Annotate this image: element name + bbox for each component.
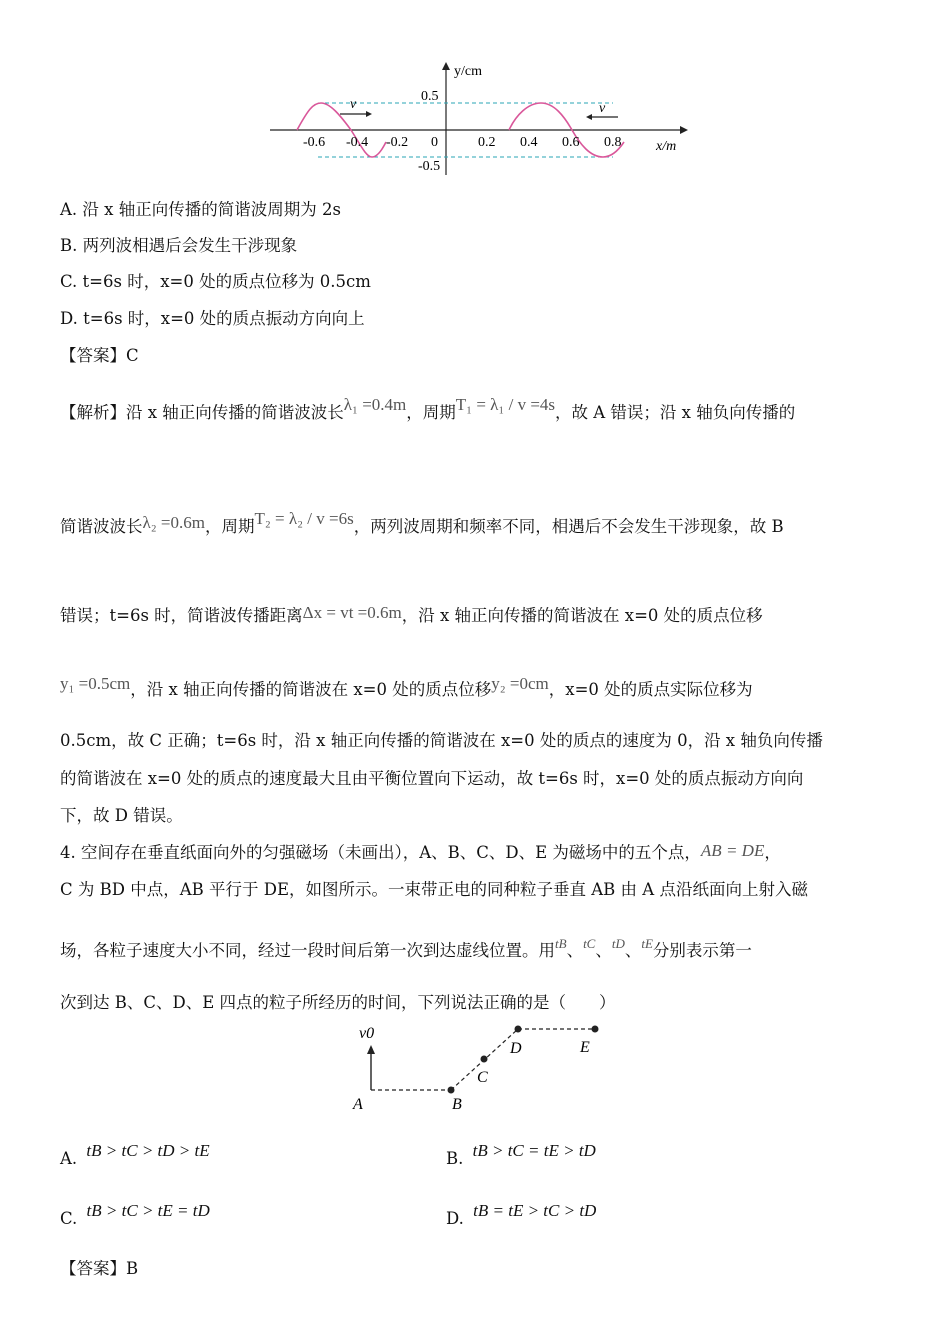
q3-explanation-line5: 0.5cm，故 C 正确；t=6s 时，沿 x 轴正向传播的简谐波在 x=0 处的质点的速度为 0，沿 x 轴负向传播 bbox=[60, 731, 823, 750]
v0-arrow-head-icon bbox=[367, 1045, 375, 1054]
exp-text: ，沿 x 轴正向传播的简谐波在 x=0 处的质点位移 bbox=[401, 606, 763, 625]
exp-text: ，两列波周期和频率不同，相遇后不会发生干涉现象，故 B bbox=[353, 517, 784, 536]
y2-formula: y₂ =0cm bbox=[491, 674, 549, 693]
x-tick: -0.6 bbox=[303, 135, 326, 150]
q3-answer: 【答案】C bbox=[60, 346, 139, 365]
y-tick-bottom: -0.5 bbox=[418, 159, 441, 174]
option-formula: tB > tC > tD > tE bbox=[86, 1141, 210, 1160]
q4-option-d bbox=[446, 1200, 597, 1228]
label-e: E bbox=[580, 1039, 590, 1056]
time-td: tD bbox=[611, 936, 625, 951]
dx-formula: Δx = vt =0.6m bbox=[302, 603, 402, 622]
point-c bbox=[481, 1056, 488, 1063]
x-tick: -0.4 bbox=[346, 135, 369, 150]
q3-explanation-line1 bbox=[60, 395, 796, 424]
option-label: D. bbox=[446, 1209, 464, 1228]
label-b: B bbox=[452, 1096, 462, 1113]
v-arrow-left-head-icon bbox=[366, 111, 372, 117]
q4-option-c bbox=[60, 1200, 210, 1228]
x-axis-arrow-icon bbox=[680, 126, 688, 134]
x-tick: 0.6 bbox=[562, 135, 580, 150]
label-d: D bbox=[510, 1040, 522, 1057]
point-e bbox=[592, 1026, 599, 1033]
q4-sep: 、 bbox=[566, 941, 584, 960]
q3-option-d: D. t=6s 时，x=0 处的质点振动方向向上 bbox=[60, 309, 365, 328]
label-v0: v0 bbox=[359, 1025, 375, 1042]
q3-explanation-line6: 的简谐波在 x=0 处的质点的速度最大且由平衡位置向下运动，故 t=6s 时，x=0 处的质点振动方向向 bbox=[60, 769, 804, 788]
label-c: C bbox=[477, 1069, 488, 1086]
exp-text: ，故 A 错误；沿 x 轴负向传播的 bbox=[555, 403, 796, 422]
v-label-right: v bbox=[599, 101, 606, 116]
exp-text: ，周期 bbox=[406, 403, 456, 422]
exp-text: ，沿 x 轴正向传播的简谐波在 x=0 处的质点位移 bbox=[130, 680, 492, 699]
exp-text: 错误；t=6s 时，简谐波传播距离 bbox=[60, 606, 303, 625]
time-te: tE bbox=[641, 936, 653, 951]
q4-text: 4. 空间存在垂直纸面向外的匀强磁场（未画出），A、B、C、D、E 为磁场中的五个点， bbox=[60, 843, 701, 862]
v-arrow-right-head-icon bbox=[586, 114, 592, 120]
q4-option-a bbox=[60, 1140, 210, 1168]
q4-stem-line1 bbox=[60, 842, 781, 864]
q4-option-b bbox=[446, 1140, 596, 1168]
q3-option-c: C. t=6s 时，x=0 处的质点位移为 0.5cm bbox=[60, 272, 371, 291]
x-axis-label: x/m bbox=[656, 139, 677, 154]
q4-text: 场，各粒子速度大小不同，经过一段时间后第一次到达虚线位置。用 bbox=[60, 941, 555, 960]
option-formula: tB > tC > tE = tD bbox=[86, 1201, 210, 1220]
exp-text: 简谐波波长 bbox=[60, 517, 143, 536]
x-tick: -0.2 bbox=[386, 135, 409, 150]
option-label: A. bbox=[60, 1149, 78, 1168]
option-label: C. bbox=[60, 1209, 78, 1228]
option-formula: tB = tE > tC > tD bbox=[473, 1201, 597, 1220]
x-tick: 0 bbox=[431, 135, 438, 150]
q4-text: ， bbox=[764, 843, 781, 862]
lambda2-formula: λ₂ =0.6m bbox=[142, 513, 205, 532]
y-axis-arrow-icon bbox=[442, 62, 450, 70]
q4-figure bbox=[345, 1020, 615, 1115]
option-formula: tB > tC = tE > tD bbox=[472, 1141, 596, 1160]
q3-option-a: A. 沿 x 轴正向传播的简谐波周期为 2s bbox=[60, 200, 341, 219]
time-tc: tC bbox=[583, 936, 596, 951]
q4-stem-line4: 次到达 B、C、D、E 四点的粒子所经历的时间，下列说法正确的是（ ） bbox=[60, 993, 616, 1012]
ab-de-formula: AB = DE bbox=[700, 841, 765, 860]
lambda1-formula: λ₁ =0.4m bbox=[343, 395, 407, 414]
q4-sep: 、 bbox=[624, 941, 642, 960]
q3-explanation-line2 bbox=[60, 509, 784, 538]
point-d bbox=[515, 1026, 522, 1033]
exp-text: ，周期 bbox=[204, 517, 255, 536]
point-b bbox=[448, 1087, 455, 1094]
option-label: B. bbox=[446, 1149, 464, 1168]
q3-option-b: B. 两列波相遇后会发生干涉现象 bbox=[60, 236, 298, 255]
x-tick: 0.8 bbox=[604, 135, 622, 150]
q3-explanation-line7: 下，故 D 错误。 bbox=[60, 806, 183, 825]
x-tick: 0.2 bbox=[478, 135, 496, 150]
t1-formula: T₁ = λ₁ / v =4s bbox=[455, 395, 556, 414]
q4-answer: 【答案】B bbox=[60, 1259, 139, 1278]
t2-formula: T₂ = λ₂ / v =6s bbox=[254, 509, 354, 528]
q4-stem-line3 bbox=[60, 936, 752, 963]
time-tb: tB bbox=[555, 936, 567, 951]
y-tick-top: 0.5 bbox=[421, 89, 439, 104]
q3-explanation-line4 bbox=[60, 674, 753, 701]
y1-formula: y₁ =0.5cm bbox=[60, 674, 131, 693]
v-label-left: v bbox=[350, 97, 357, 112]
q4-text: 分别表示第一 bbox=[652, 941, 752, 960]
wave-figure bbox=[268, 60, 688, 180]
x-tick: 0.4 bbox=[520, 135, 538, 150]
exp-text: ，x=0 处的质点实际位移为 bbox=[548, 680, 753, 699]
y-axis-label: y/cm bbox=[454, 64, 482, 79]
exp-text: 【解析】沿 x 轴正向传播的简谐波波长 bbox=[60, 403, 344, 422]
q4-stem-line2: C 为 BD 中点，AB 平行于 DE，如图所示。一束带正电的同种粒子垂直 AB 由 A 点沿纸面向上射入磁 bbox=[60, 880, 808, 899]
q3-explanation-line3 bbox=[60, 605, 763, 627]
q4-sep: 、 bbox=[595, 941, 612, 960]
label-a: A bbox=[353, 1096, 363, 1113]
